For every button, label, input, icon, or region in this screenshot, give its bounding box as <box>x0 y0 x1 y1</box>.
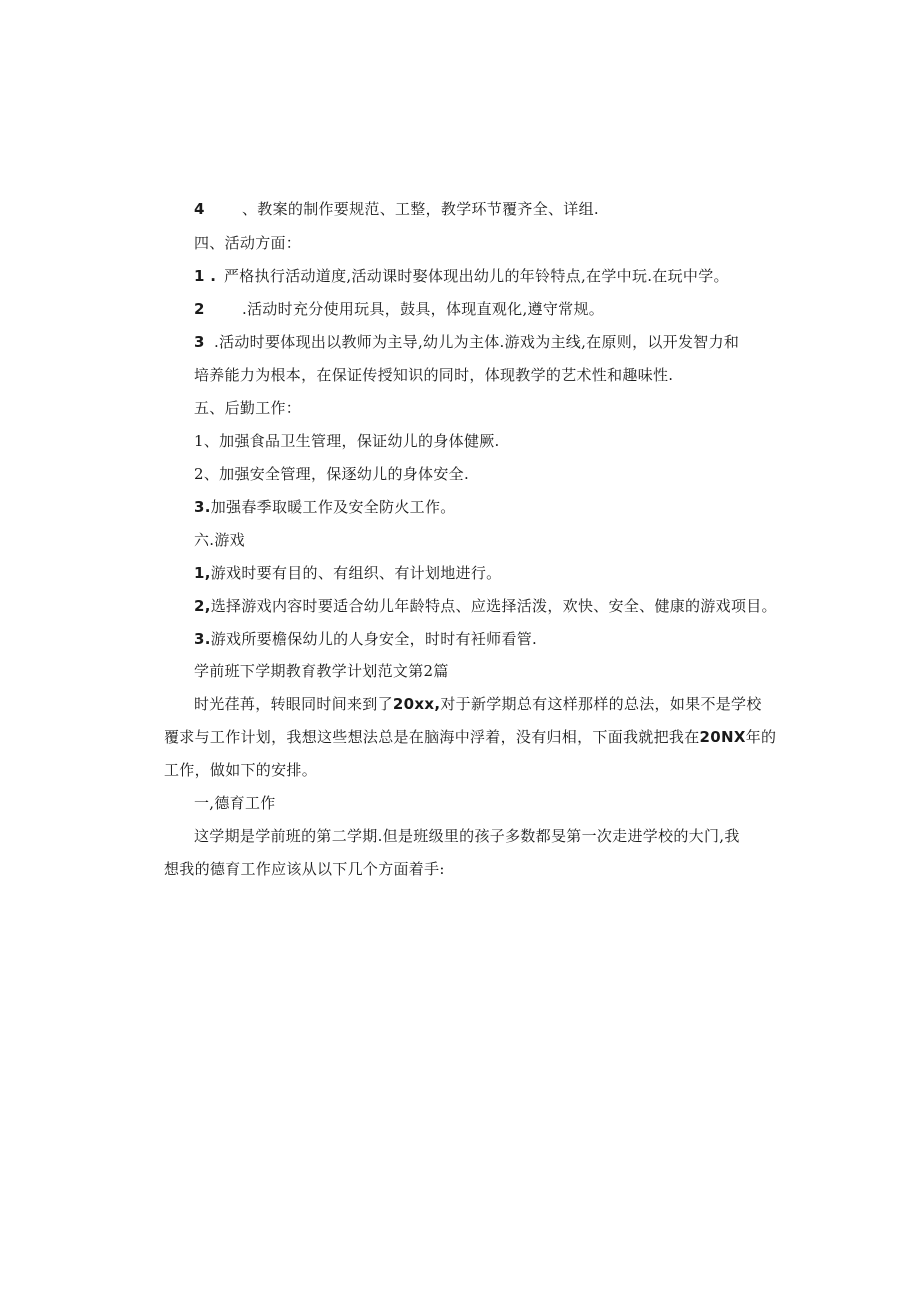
heading-moral-education: 一,德育工作 <box>194 794 276 812</box>
heading-games: 六.游戏 <box>194 531 245 549</box>
heading-activities: 四、活动方面： <box>194 234 302 252</box>
text-run: 对于新学期总有这样那样的总法，如果不是学校 <box>440 695 762 713</box>
item-number: 2, <box>194 597 211 615</box>
item-number: 1 . <box>194 267 217 285</box>
item-number: 3 <box>194 333 205 351</box>
text-run: 覆求与工作计划，我想这些想法总是在脑海中浮着，没有归相，下面我就把我在 <box>164 728 700 746</box>
game-item-3 <box>194 629 537 649</box>
item-text: 游戏时要有目的、有组织、有计划地进行。 <box>210 564 502 582</box>
paragraph-2-line-1: 这学期是学前班的第二学期.但是班级里的孩子多数都旻第一次走进学校的大门,我 <box>194 827 740 845</box>
game-item-2 <box>194 596 777 616</box>
activity-item-1 <box>194 266 729 286</box>
logistics-item-3 <box>194 497 456 517</box>
logistics-item-1: 1、加强食品卫生管理，保证幼儿的身体健厥. <box>194 432 500 450</box>
year-text: 20xx, <box>392 695 441 713</box>
text-run: 时光荏苒，转眼同时间来到了 <box>194 695 393 713</box>
heading-logistics: 五、后勤工作： <box>194 399 302 417</box>
paragraph-1-line-1 <box>194 694 762 714</box>
item-number: 3. <box>194 498 211 516</box>
item-text: .活动时要体现出以教师为主导,幼儿为主体.游戏为主线,在原则，以开发智力和 <box>214 333 740 351</box>
paragraph-1-line-3: 工作，做如下的安排。 <box>164 761 318 779</box>
activity-item-3-continued: 培养能力为根本，在保证传授知识的同时，体现教学的艺术性和趣味性. <box>194 366 674 384</box>
item-number: 3. <box>194 630 211 648</box>
item-number: 4 <box>194 200 205 218</box>
item-number: 1, <box>194 564 211 582</box>
item-number: 2 <box>194 300 205 318</box>
item-lesson-plan <box>194 199 599 219</box>
item-text: 加强春季取暖工作及安全防火工作。 <box>210 498 456 516</box>
text-run: 年的 <box>745 728 777 746</box>
logistics-item-2: 2、加强安全管理，保逐幼儿的身体安全. <box>194 465 470 483</box>
year-text: 20NX <box>699 728 746 746</box>
paragraph-2-line-2: 想我的德育工作应该从以下几个方面着手: <box>164 860 445 878</box>
game-item-1 <box>194 563 501 583</box>
activity-item-3 <box>194 332 739 352</box>
item-text: .活动时充分使用玩具，鼓具，体现直观化,遵守常规。 <box>242 300 605 318</box>
item-text: 、教案的制作要规范、工整，教学环节覆齐全、详组. <box>242 200 599 218</box>
item-text: 选择游戏内容时要适合幼儿年龄特点、应选择活泼，欢快、安全、健康的游戏项目。 <box>210 597 777 615</box>
section-title-2: 学前班下学期教育教学计划范文第2篇 <box>194 662 449 680</box>
item-text: 严格执行活动道度,活动课时娶体现出幼儿的年铃特点,在学中玩.在玩中学。 <box>224 267 729 285</box>
paragraph-1-line-2 <box>164 727 776 747</box>
item-text: 游戏所要檐保幼儿的人身安全，时时有衽师看管. <box>210 630 538 648</box>
activity-item-2 <box>194 299 604 319</box>
